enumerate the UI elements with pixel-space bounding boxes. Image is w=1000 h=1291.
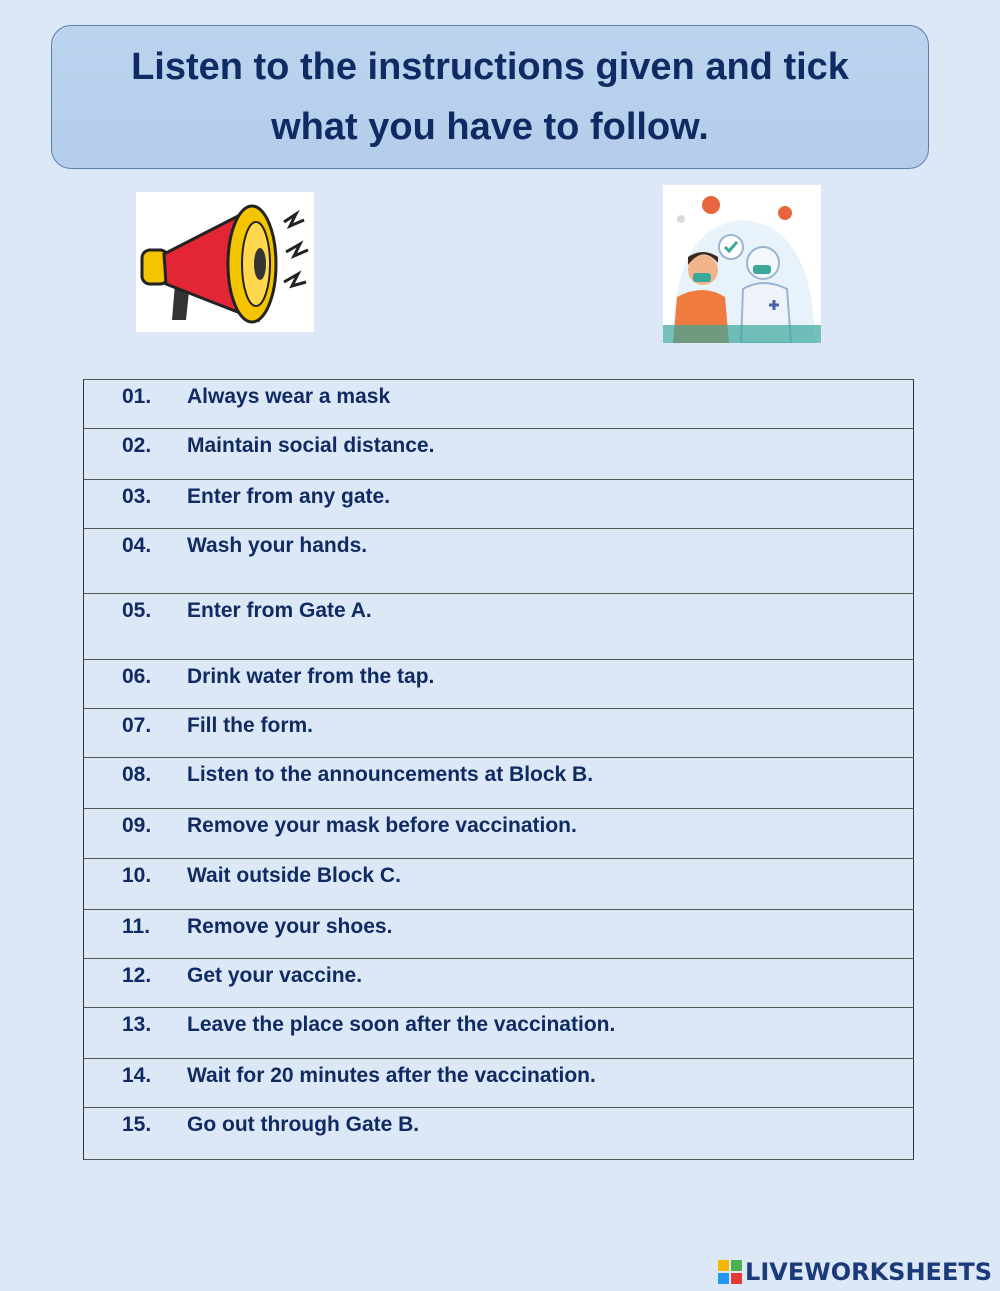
item-cell[interactable] [84, 1108, 914, 1160]
logo-icon [718, 1260, 742, 1284]
item-number: 05. [122, 599, 152, 622]
item-number: 14. [122, 1064, 152, 1087]
item-cell[interactable] [84, 758, 914, 809]
item-number: 12. [122, 964, 152, 987]
item-cell[interactable] [84, 660, 914, 709]
list-item[interactable] [84, 429, 914, 480]
item-number: 13. [122, 1013, 152, 1036]
item-text: Leave the place soon after the vaccination. [187, 1013, 616, 1036]
item-text: Wait for 20 minutes after the vaccination. [187, 1064, 596, 1087]
item-cell[interactable] [84, 480, 914, 529]
item-cell[interactable] [84, 910, 914, 959]
item-cell[interactable] [84, 529, 914, 594]
item-cell[interactable] [84, 380, 914, 429]
item-number: 09. [122, 814, 152, 837]
item-text: Get your vaccine. [187, 964, 363, 987]
item-number: 15. [122, 1113, 152, 1136]
list-item[interactable] [84, 1108, 914, 1160]
megaphone-icon [136, 192, 314, 332]
item-cell[interactable] [84, 809, 914, 859]
item-text: Remove your mask before vaccination. [187, 814, 577, 837]
list-item[interactable] [84, 660, 914, 709]
list-item[interactable] [84, 1008, 914, 1059]
list-item[interactable] [84, 758, 914, 809]
instructions-table [83, 379, 914, 1160]
item-text: Maintain social distance. [187, 434, 435, 457]
item-cell[interactable] [84, 429, 914, 480]
list-item[interactable] [84, 380, 914, 429]
list-item[interactable] [84, 480, 914, 529]
item-text: Remove your shoes. [187, 915, 393, 938]
list-item[interactable] [84, 809, 914, 859]
item-cell[interactable] [84, 709, 914, 758]
vaccination-illustration [663, 185, 821, 343]
list-item[interactable] [84, 709, 914, 758]
item-number: 10. [122, 864, 152, 887]
item-cell[interactable] [84, 859, 914, 910]
item-text: Wash your hands. [187, 534, 368, 557]
item-cell[interactable] [84, 1008, 914, 1059]
item-text: Enter from any gate. [187, 485, 391, 508]
item-number: 01. [122, 385, 152, 408]
list-item[interactable] [84, 910, 914, 959]
item-cell[interactable] [84, 1059, 914, 1108]
item-number: 08. [122, 763, 152, 786]
liveworksheets-logo [718, 1257, 992, 1287]
item-number: 11. [122, 915, 151, 938]
item-text: Fill the form. [187, 714, 313, 737]
logo-text: LIVEWORKSHEETS [745, 1258, 992, 1286]
item-number: 02. [122, 434, 152, 457]
page-title: Listen to the instructions given and tick what you have to follow. [131, 46, 849, 148]
item-number: 04. [122, 534, 152, 557]
item-text: Listen to the announcements at Block B. [187, 763, 594, 786]
item-number: 07. [122, 714, 152, 737]
item-text: Go out through Gate B. [187, 1113, 420, 1136]
list-item[interactable] [84, 1059, 914, 1108]
list-item[interactable] [84, 859, 914, 910]
list-item[interactable] [84, 959, 914, 1008]
item-text: Wait outside Block C. [187, 864, 401, 887]
item-number: 06. [122, 665, 152, 688]
title-banner [51, 25, 929, 169]
item-number: 03. [122, 485, 152, 508]
list-item[interactable] [84, 529, 914, 594]
item-cell[interactable] [84, 959, 914, 1008]
list-item[interactable] [84, 594, 914, 660]
item-text: Enter from Gate A. [187, 599, 372, 622]
item-text: Drink water from the tap. [187, 665, 435, 688]
item-cell[interactable] [84, 594, 914, 660]
item-text: Always wear a mask [187, 385, 391, 408]
